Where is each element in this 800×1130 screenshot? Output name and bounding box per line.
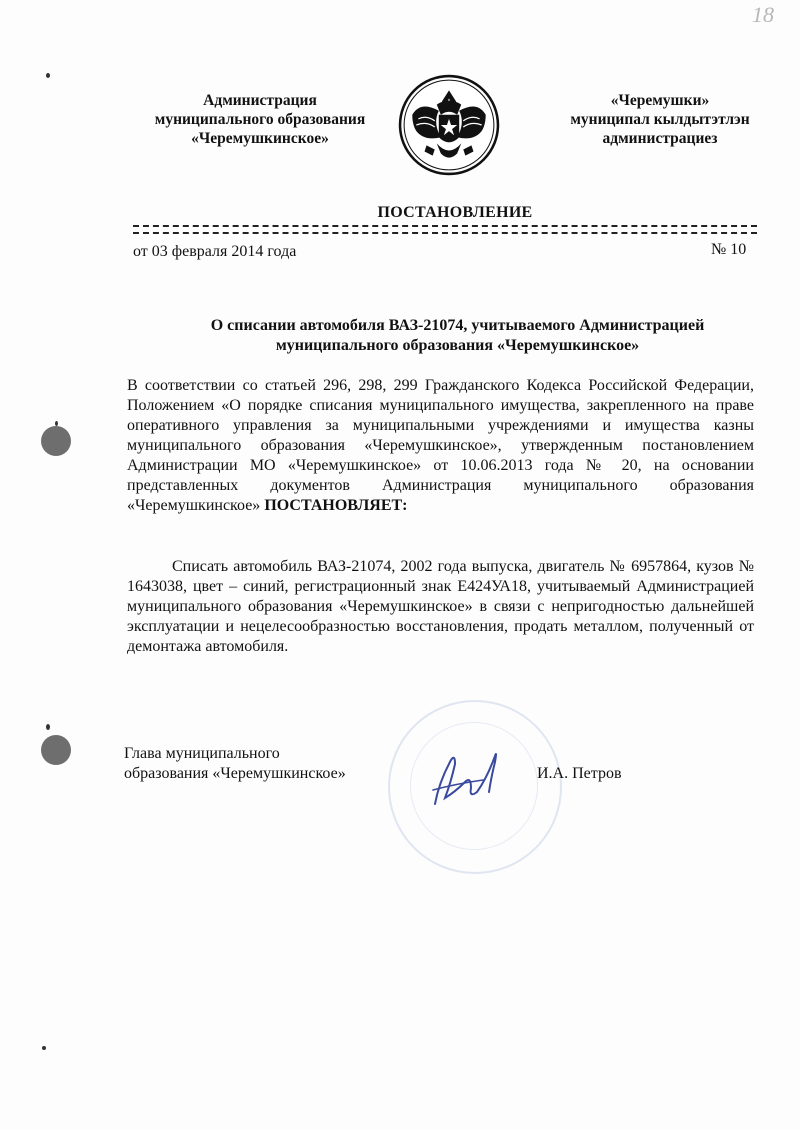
header-right-line: «Черемушки» bbox=[610, 92, 710, 109]
header-right-block bbox=[555, 91, 765, 148]
scan-speck bbox=[46, 73, 50, 78]
signatory-title bbox=[124, 744, 346, 784]
header-left-line: «Черемушкинское» bbox=[191, 130, 329, 147]
decision-paragraph: Списать автомобиль ВАЗ-21074, 2002 года выпуска, двигатель № 6957864, кузов № 1643038, цвет – синий, регистрационный знак Е424УА18, учитываемый Администрацией муниципального образования «Черемушкинское» в связи с непригодностью дальнейшей эксплуатации и нецелесообразностью восстановления, продать металлом, полученный от демонтажа автомобиля. bbox=[127, 558, 754, 655]
scan-speck bbox=[46, 724, 50, 730]
subject-line: О списании автомобиля ВАЗ-21074, учитываемого Администрацией bbox=[210, 317, 705, 334]
document-subject bbox=[185, 316, 730, 356]
coat-of-arms-emblem bbox=[398, 74, 500, 176]
document-date: от 03 февраля 2014 года bbox=[133, 243, 297, 260]
header-left-line: Администрация bbox=[203, 92, 317, 109]
scan-speck bbox=[42, 1046, 46, 1050]
handwritten-signature bbox=[425, 742, 515, 812]
subject-line: муниципального образования «Черемушкинское» bbox=[275, 337, 640, 354]
signatory-title-line: образования «Черемушкинское» bbox=[124, 765, 346, 782]
header-right-line: администрациез bbox=[602, 130, 718, 147]
header-right-line: муниципал кылдытэтлэн bbox=[570, 111, 750, 128]
header-left-line: муниципального образования bbox=[154, 111, 366, 128]
signatory-name: И.А. Петров bbox=[537, 765, 622, 782]
document-number: № 10 bbox=[711, 241, 747, 258]
double-dashed-rule bbox=[133, 225, 757, 234]
punch-hole bbox=[41, 735, 71, 765]
document-type-title: ПОСТАНОВЛЕНИЕ bbox=[377, 204, 533, 221]
punch-hole bbox=[41, 426, 71, 456]
decree-keyword: ПОСТАНОВЛЯЕТ: bbox=[264, 497, 408, 514]
corner-page-mark: 18 bbox=[752, 2, 774, 27]
preamble-paragraph bbox=[127, 376, 754, 516]
signatory-title-line: Глава муниципального bbox=[124, 745, 280, 762]
preamble-text: В соответствии со статьей 296, 298, 299 Гражданского Кодекса Российской Федерации, Положением «О порядке списания муниципального имущества, закрепленного на праве оперативного управления за муниципальными учреждениями и имущества казны муниципального образования «Черемушкинское», утвержденным постановлением Администрации МО «Черемушкинское» от 10.06.2013 года № 20, на основании представленных документов Администрация муниципального образования «Черемушкинское» bbox=[127, 377, 754, 514]
header-left-block bbox=[140, 91, 380, 148]
